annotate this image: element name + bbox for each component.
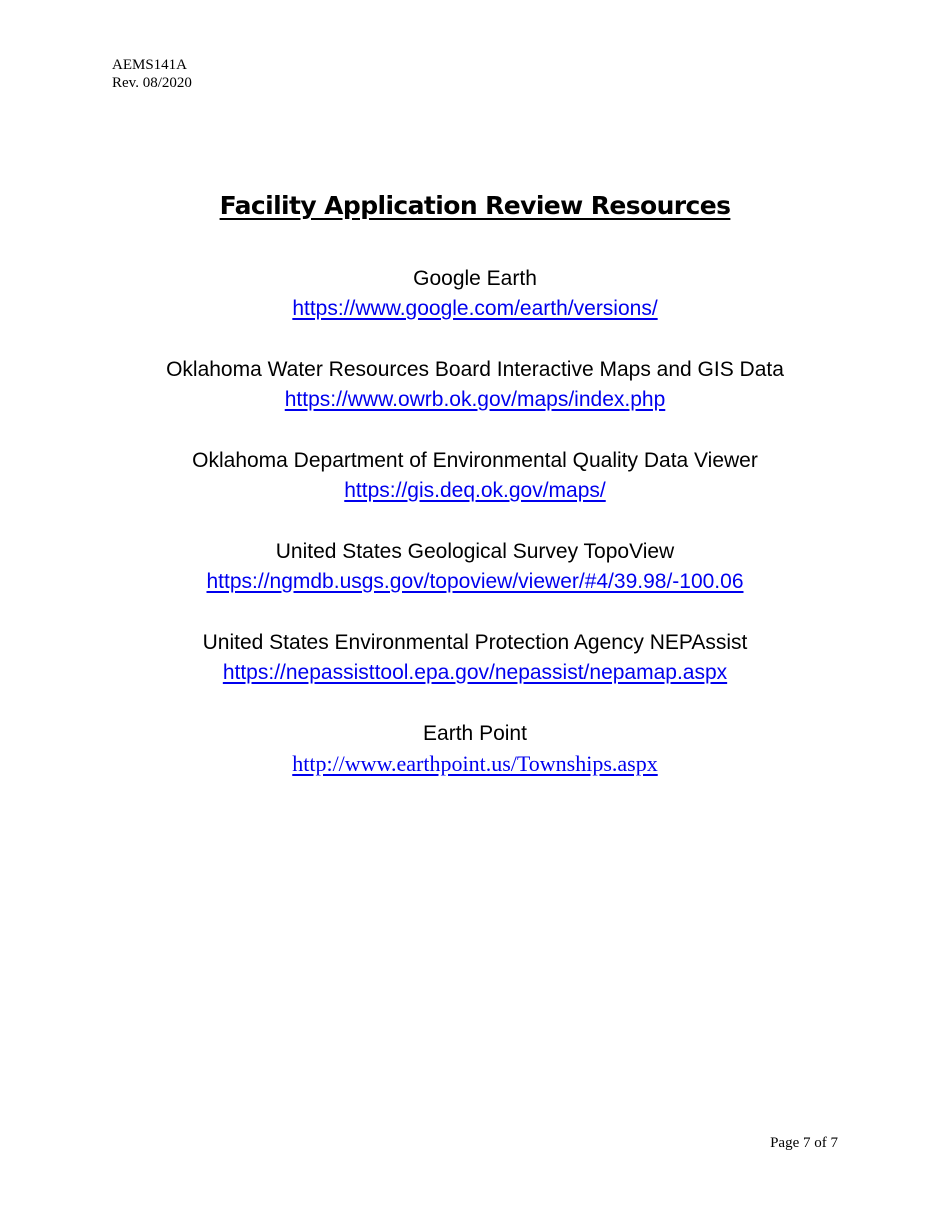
form-number: AEMS141A: [112, 57, 188, 73]
page-title: [0, 188, 950, 224]
form-identifier: [112, 56, 192, 92]
resource-deq-data-viewer: [0, 446, 950, 537]
resource-epa-nepassist: [0, 628, 950, 719]
resource-name: Earth Point: [423, 722, 527, 745]
resource-earth-point: [0, 719, 950, 810]
page-number: Page 7 of 7: [770, 1135, 838, 1151]
resource-link[interactable]: https://www.owrb.ok.gov/maps/index.php: [284, 388, 666, 411]
resource-google-earth: [0, 264, 950, 355]
resource-link[interactable]: https://nepassisttool.epa.gov/nepassist/nepamap.aspx: [222, 661, 728, 684]
resource-link[interactable]: https://www.google.com/earth/versions/: [292, 297, 658, 320]
resource-usgs-topoview: [0, 537, 950, 628]
resource-link[interactable]: https://gis.deq.ok.gov/maps/: [344, 479, 606, 502]
revision-date: Rev. 08/2020: [112, 75, 192, 91]
resource-name: Oklahoma Department of Environmental Quality Data Viewer: [192, 449, 758, 472]
resource-name: Google Earth: [413, 267, 537, 290]
page-title-text: Facility Application Review Resources: [219, 191, 731, 220]
resource-owrb-maps: [0, 355, 950, 446]
resource-name: Oklahoma Water Resources Board Interactive Maps and GIS Data: [166, 358, 784, 381]
resource-link[interactable]: https://ngmdb.usgs.gov/topoview/viewer/#4/39.98/-100.06: [206, 570, 744, 593]
resource-name: United States Environmental Protection Agency NEPAssist: [202, 631, 748, 654]
resource-link[interactable]: http://www.earthpoint.us/Townships.aspx: [292, 751, 658, 776]
resource-list: [0, 264, 950, 810]
resource-name: United States Geological Survey TopoView: [275, 540, 675, 563]
